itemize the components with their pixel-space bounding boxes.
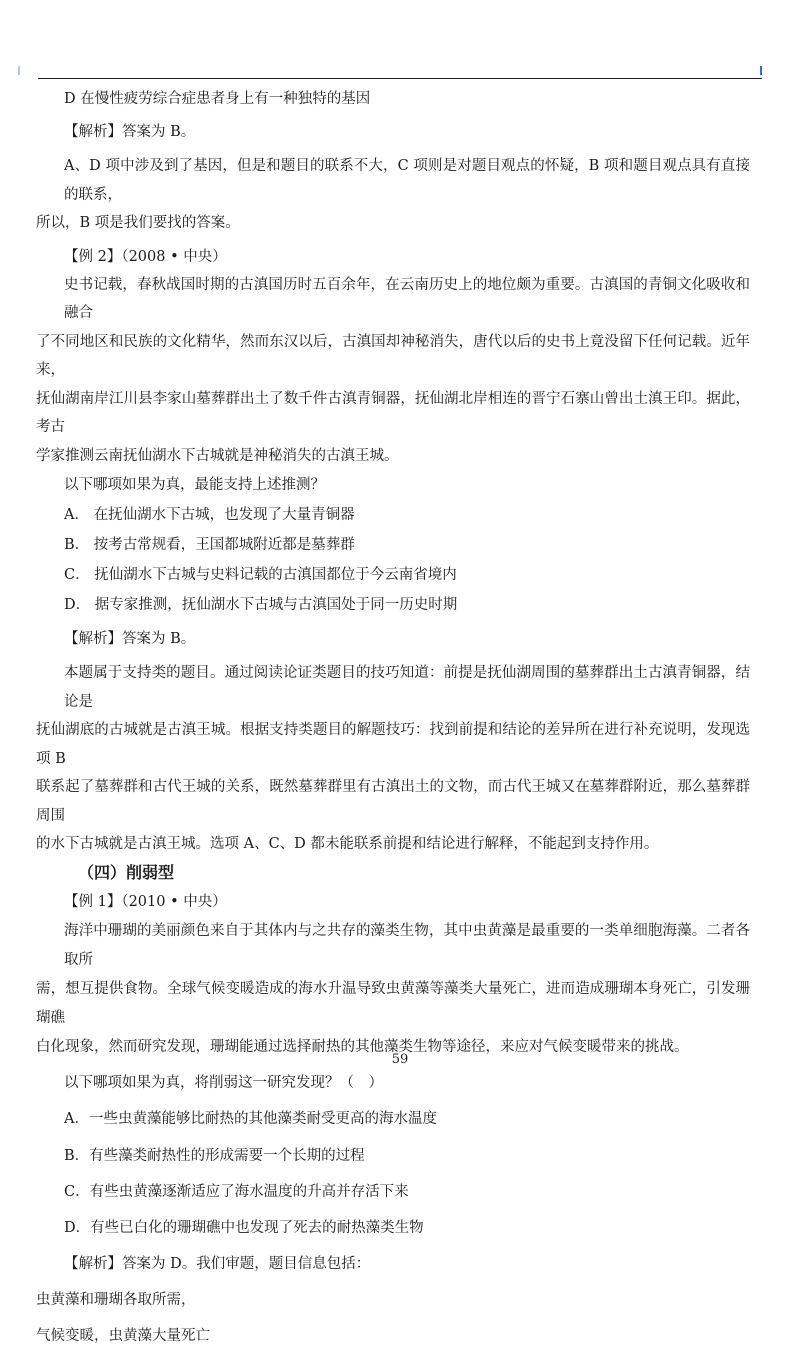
analysis-2-line-2: 抚仙湖底的古城就是古滇王城。根据支持类题目的解题技巧：找到前提和结论的差异所在进行补充说明，发现选项 B bbox=[36, 722, 750, 767]
example-2-passage bbox=[36, 271, 750, 471]
analysis-1-body bbox=[36, 152, 750, 238]
ex1-passage-line-3: 白化现象，然而研究发现，珊瑚能通过选择耐热的其他藻类生物等途径，来应对气候变暖带来的挑战。 bbox=[36, 1038, 689, 1055]
example-2-title: 【例 2】（2008 • 中央） bbox=[64, 248, 227, 265]
example-2-option-d: D． 据专家推测，抚仙湖水下古城与古滇国处于同一历史时期 bbox=[64, 597, 458, 613]
ex1-passage-line-1: 海洋中珊瑚的美丽颜色来自于其体内与之共存的藻类生物，其中虫黄藻是最重要的一类单细胞海藻。二者各取所 bbox=[64, 922, 750, 968]
ex2-passage-line-3: 抚仙湖南岸江川县李家山墓葬群出土了数千件古滇青铜器，抚仙湖北岸相连的晋宁石寨山曾出土滇王印。据此，考古 bbox=[36, 390, 750, 435]
example-2-option-a: A． 在抚仙湖水下古城，也发现了大量青铜器 bbox=[64, 507, 355, 523]
page-number: 59 bbox=[391, 1052, 409, 1067]
analysis-3-line-1: 虫黄藻和珊瑚各取所需， bbox=[36, 1291, 196, 1308]
ex2-passage-line-1: 史书记载，春秋战国时期的古滇国历时五百余年，在云南历史上的地位颇为重要。古滇国的青铜文化吸收和融合 bbox=[64, 276, 750, 321]
example-1-option-a: A．一些虫黄藻能够比耐热的其他藻类耐受更高的海水温度 bbox=[64, 1110, 437, 1127]
analysis-3-line-2: 气候变暖，虫黄藻大量死亡 bbox=[36, 1327, 210, 1344]
example-1-option-d: D．有些已白化的珊瑚礁中也发现了死去的耐热藻类生物 bbox=[64, 1219, 424, 1236]
section-title: （四）削弱型 bbox=[78, 862, 175, 882]
corner-mark-left bbox=[18, 66, 20, 75]
page-content bbox=[36, 86, 750, 1351]
example-1-option-c: C．有些虫黄藻逐渐适应了海水温度的升高并存活下来 bbox=[64, 1183, 409, 1200]
analysis-2-line-1: 本题属于支持类的题目。通过阅读论证类题目的技巧知道：前提是抚仙湖周围的墓葬群出土古滇青铜器，结论是 bbox=[64, 665, 750, 710]
analysis-3-heading: 【解析】答案为 D。我们审题，题目信息包括： bbox=[64, 1255, 371, 1272]
example-2-question: 以下哪项如果为真，最能支持上述推测？ bbox=[64, 477, 325, 493]
analysis-2-body bbox=[36, 659, 750, 859]
example-2-option-b: B． 按考古常规看，王国都城附近都是墓葬群 bbox=[64, 537, 355, 553]
example-1-question: 以下哪项如果为真，将削弱这一研究发现？（ ） bbox=[64, 1074, 383, 1091]
corner-mark-right bbox=[760, 66, 762, 75]
analysis-1-line-2: 所以，B 项是我们要找的答案。 bbox=[36, 215, 240, 231]
ex2-passage-line-4: 学家推测云南抚仙湖水下古城就是神秘消失的古滇王城。 bbox=[36, 447, 399, 464]
analysis-2-heading: 【解析】答案为 B。 bbox=[64, 631, 196, 647]
analysis-1-line-1: A、D 项中涉及到了基因，但是和题目的联系不大，C 项则是对题目观点的怀疑，B 项和题目观点具有直接的联系， bbox=[64, 158, 750, 203]
analysis-2-line-3: 联系起了墓葬群和古代王城的关系，既然墓葬群里有古滇出土的文物，而古代王城又在墓葬群附近，那么墓葬群周围 bbox=[36, 779, 750, 824]
example-1-title: 【例 1】（2010 • 中央） bbox=[64, 893, 227, 910]
example-2-option-c: C． 抚仙湖水下古城与史料记载的古滇国都位于今云南省境内 bbox=[64, 567, 457, 583]
example-1-passage bbox=[36, 917, 750, 1062]
ex1-passage-line-2: 需，想互提供食物。全球气候变暖造成的海水升温导致虫黄藻等藻类大量死亡，进而造成珊瑚本身死亡，引发珊瑚礁 bbox=[36, 980, 750, 1026]
option-d-previous: D 在慢性疲劳综合症患者身上有一种独特的基因 bbox=[64, 91, 371, 107]
example-1-option-b: B．有些藻类耐热性的形成需要一个长期的过程 bbox=[64, 1147, 365, 1164]
ex2-passage-line-2: 了不同地区和民族的文化精华，然而东汉以后，古滇国却神秘消失，唐代以后的史书上竟没留下任何记载。近年来， bbox=[36, 333, 750, 378]
header-rule bbox=[38, 78, 762, 79]
analysis-1-heading: 【解析】答案为 B。 bbox=[64, 124, 196, 140]
analysis-2-line-4: 的水下古城就是古滇王城。选项 A、C、D 都未能联系前提和结论进行解释，不能起到支持作用。 bbox=[36, 836, 659, 852]
